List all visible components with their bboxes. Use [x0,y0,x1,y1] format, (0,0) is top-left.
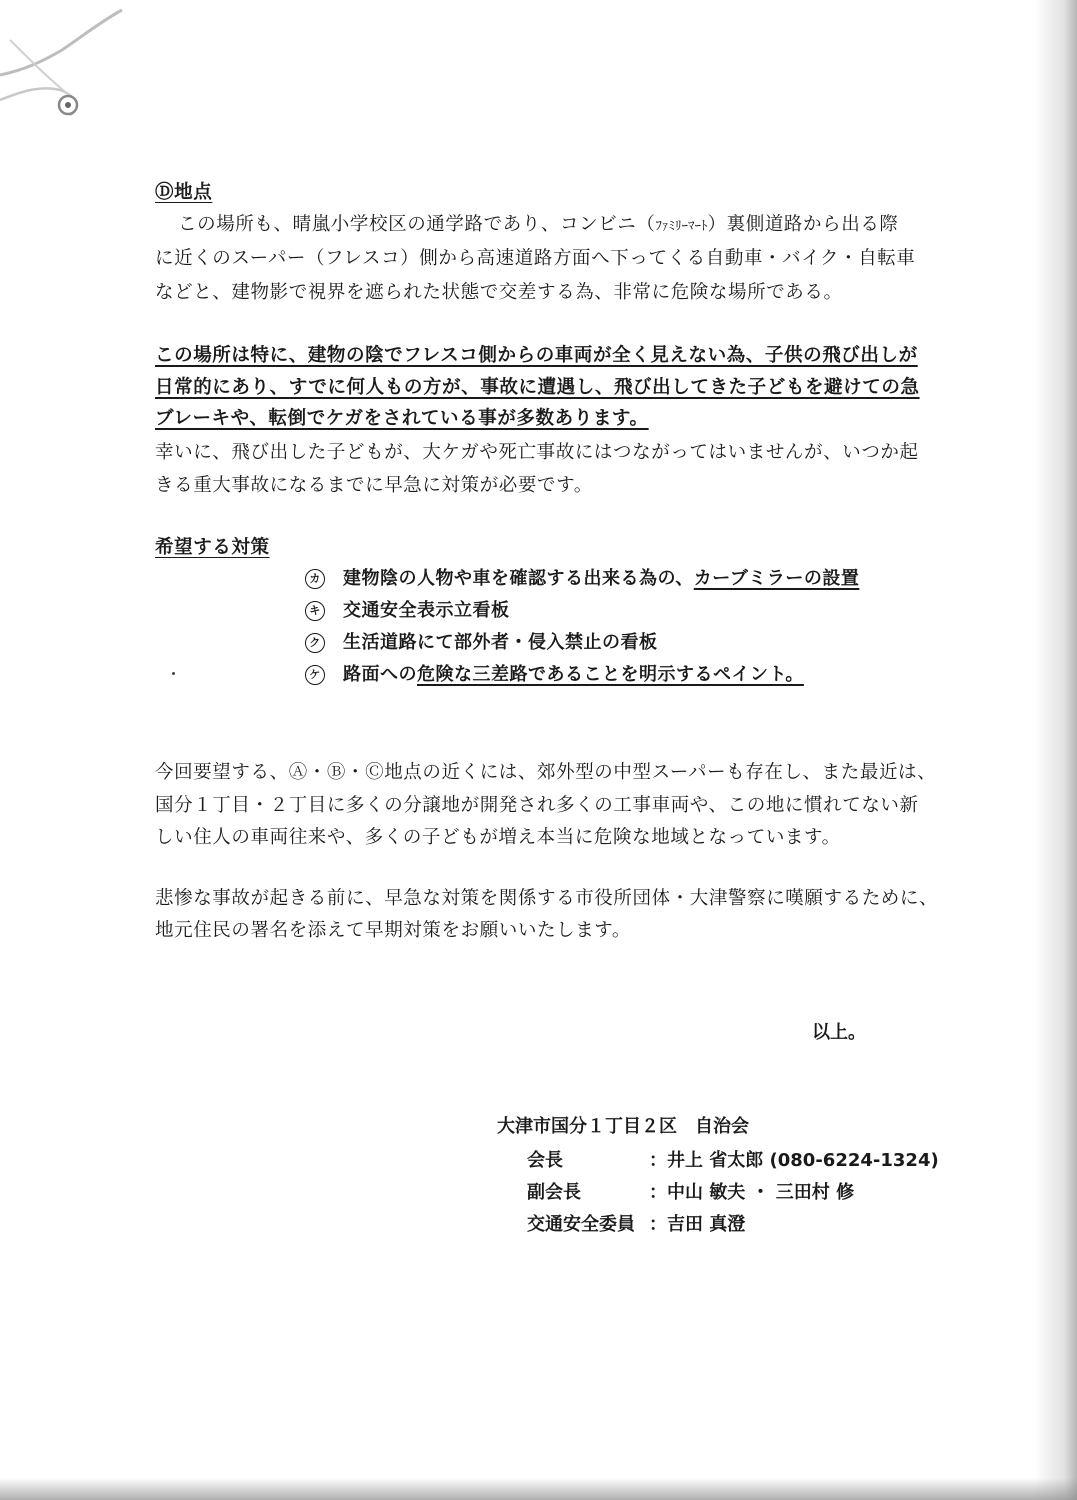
para1-line1-tail: ）裏側道路から出る際 [707,214,899,235]
signature-row [527,1210,745,1236]
signature-row [527,1178,854,1204]
section-d-para2-line2: きる重大事故になるまでに早急に対策が必要です。 [155,475,593,496]
measure-item [305,662,804,688]
signature-role: 交通安全委員 [527,1214,635,1235]
measure-text: 生活道路にて部外者・侵入禁止の看板 [343,632,658,653]
request-line2: 国分１丁目・２丁目に多くの分譲地が開発され多くの工事車両や、この地に慣れてない新 [155,795,919,816]
signature-name: ：吉田 真澄 [649,1214,746,1235]
measure-text-underlined: カーブミラーの設置 [693,568,860,589]
signature-name: ：井上 省太郎 (080-6224-1324) [649,1150,939,1171]
signature-role: 副会長 [527,1182,581,1203]
signature-name: ：中山 敏夫 ・ 三田村 修 [649,1182,855,1203]
request2-line1: 悲惨な事故が起きる前に、早急な対策を関係する市役所団体・大津警察に嘆願するために、 [155,888,939,909]
measure-text: 建物陰の人物や車を確認する出来る為の、 [343,568,694,589]
measure-item [305,630,658,656]
para1-small-text: ﾌｧﾐﾘｰﾏｰﾄ [655,219,708,234]
circle-mark-icon: ク [305,633,325,653]
staple-thread-mark [0,0,140,140]
stray-dot [172,672,175,675]
circle-mark-icon: カ [305,569,325,589]
section-d-para1-line2: に近くのスーパー（フレスコ）側から高速道路方面へ下ってくる自動車・バイク・自転車 [155,248,916,269]
request-line1: 今回要望する、Ⓐ・Ⓑ・Ⓒ地点の近くには、郊外型の中型スーパーも存在し、また最近は、 [155,762,937,783]
emphasis-line3: ブレーキや、転倒でケガをされている事が多数あります。 [155,408,649,429]
emphasis-line1: この場所は特に、建物の陰でフレスコ側からの車両が全く見えない為、子供の飛び出しが [155,345,918,366]
section-d-para2-line1: 幸いに、飛び出した子どもが、大ケガや死亡事故にはつながってはいませんが、いつか起 [155,442,919,463]
organization-name: 大津市国分１丁目２区 自治会 [497,1116,749,1137]
section-d-para1-line3: などと、建物影で視界を遮られた状態で交差する為、非常に危険な場所である。 [155,282,843,303]
circle-mark-icon: ケ [305,665,325,685]
circle-mark-icon: キ [305,601,325,621]
closing-text: 以上。 [812,1022,866,1043]
measure-text: 路面への [343,664,417,685]
emphasis-line2: 日常的にあり、すでに何人もの方が、事故に遭遇し、飛び出してきた子どもを避けての急 [155,377,920,398]
scan-edge-shadow [1035,0,1077,1500]
measure-text: 交通安全表示立看板 [343,600,510,621]
para1-line1-text: この場所も、晴嵐小学校区の通学路であり、コンビニ（ [178,214,656,235]
measure-text-underlined: 危険な三差路であることを明示するペイント。 [417,664,804,685]
measure-item [305,598,510,624]
request2-line2: 地元住民の署名を添えて早期対策をお願いいたします。 [155,920,632,941]
signature-role: 会長 [527,1150,563,1171]
signature-row [527,1146,939,1172]
measure-item [305,566,859,592]
section-d-para1-line1 [178,212,899,240]
section-d-heading: Ⓓ地点 [155,182,213,203]
request-line3: しい住人の車両往来や、多くの子どもが増え本当に危険な地域となっています。 [155,827,841,848]
measures-heading: 希望する対策 [155,537,270,558]
scan-edge-shadow-bottom [0,1478,1077,1500]
